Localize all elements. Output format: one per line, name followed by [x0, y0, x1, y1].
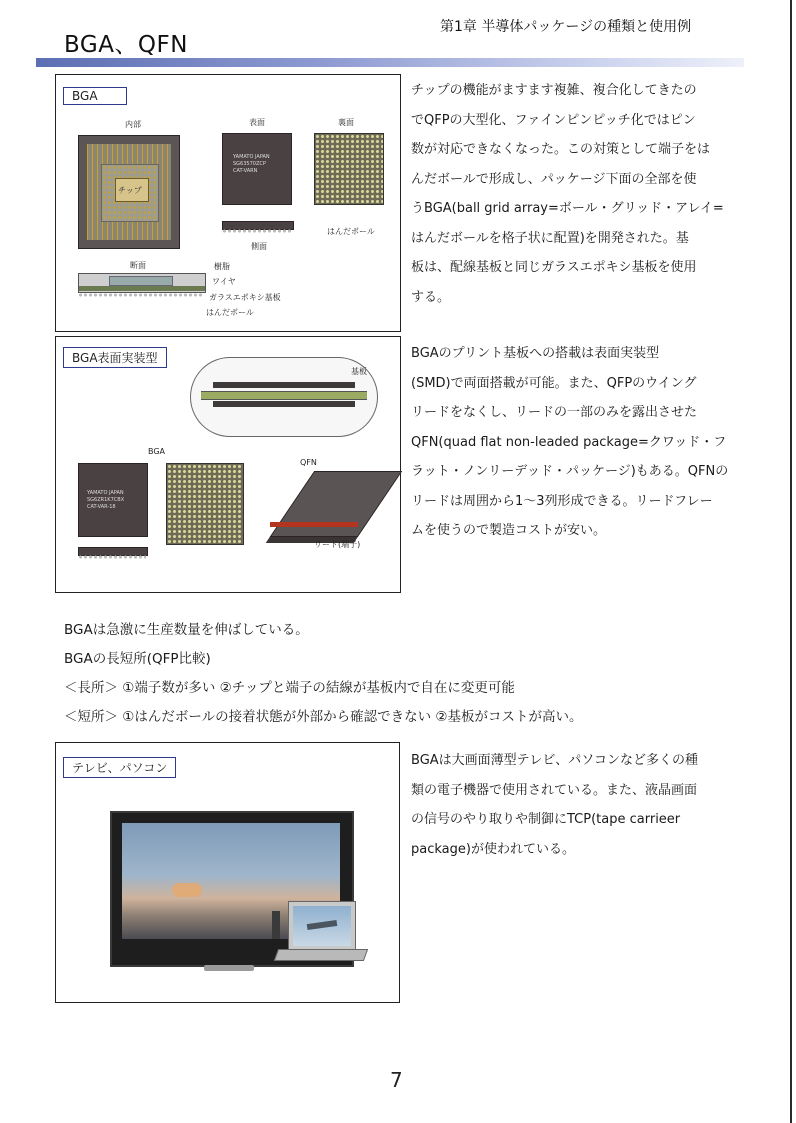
caption-chip: チップ — [118, 186, 142, 195]
text-line: ラット・ノンリーデッド・パッケージ)もある。QFNの — [411, 464, 729, 479]
tv-figure-panel — [55, 742, 400, 1003]
caption-resin: 樹脂 — [214, 262, 230, 271]
bga-figure-panel — [55, 74, 401, 332]
caption-qfn: QFN — [300, 458, 317, 467]
bga-label: BGA — [63, 87, 127, 105]
qfn-package — [270, 471, 403, 537]
cross-section-balls — [78, 293, 204, 297]
board-mount-view — [190, 357, 378, 437]
text-line: 類の電子機器で使用されている。また、液晶画面 — [411, 782, 698, 798]
marking-line: CAT-VARN — [233, 168, 258, 174]
chapter-title: 第1章 半導体パッケージの種類と使用例 — [440, 19, 692, 35]
text-line: BGAは大画面薄型テレビ、パソコンなど多くの種 — [411, 753, 699, 768]
marking-line: YAMATO JAPAN — [233, 154, 270, 160]
laptop — [288, 901, 356, 951]
text-line: 数が対応できなくなった。この対策として端子をは — [411, 142, 711, 157]
text-line: 板は、配線基板と同じガラスエポキシ基板を使用 — [411, 260, 697, 275]
tv-label: テレビ、パソコン — [63, 757, 176, 778]
caption-side: 側面 — [251, 242, 267, 251]
marking-line: YAMATO JAPAN — [87, 490, 124, 496]
text-line: リードをなくし、リードの一部のみを露出させた — [411, 405, 698, 420]
text-line: QFN(quad flat non-leaded package=クワッド・フ — [411, 434, 727, 450]
caption-substrate: ガラスエポキシ基板 — [209, 293, 281, 302]
body-line-cons: ＜短所＞ ①はんだボールの接着状態が外部から確認できない ②基板がコストが高い。 — [64, 709, 583, 725]
text-line: (SMD)で両面搭載が可能。また、QFPのウイング — [411, 375, 697, 391]
text-line: package)が使われている。 — [411, 841, 575, 857]
body-line-2: BGAの長短所(QFP比較) — [64, 651, 211, 667]
marking-line: SG6ZR1K7CBX — [87, 497, 125, 503]
header-bar — [36, 58, 744, 67]
caption-board: 基板 — [351, 367, 367, 376]
bga-side-balls — [222, 229, 292, 233]
caption-solder-ball: はんだボール — [206, 308, 254, 317]
text-line: する。 — [411, 289, 451, 305]
bga-inner-view — [78, 135, 180, 249]
text-line: んだボールで形成し、パッケージ下面の全部を使 — [411, 171, 697, 187]
bga-back-view — [314, 133, 384, 205]
smd-bga-side-balls — [78, 555, 146, 559]
text-line: チップの機能がますます複雑、複合化してきたの — [411, 83, 697, 98]
caption-front: 表面 — [249, 118, 265, 127]
bga-description — [411, 76, 741, 312]
laptop-screen — [293, 906, 351, 946]
body-line-1: BGAは急激に生産数量を伸ばしている。 — [64, 622, 309, 638]
text-line: BGAのプリント基板への搭載は表面実装型 — [411, 346, 660, 361]
smd-description — [411, 339, 741, 546]
caption-lead: リード(端子) — [314, 540, 361, 549]
page-title: BGA、QFN — [64, 32, 188, 58]
smd-bga-back — [166, 463, 244, 545]
chip — [115, 178, 149, 202]
caption-cross-section: 断面 — [130, 261, 146, 270]
body-line-pros: ＜長所＞ ①端子数が多い ②チップと端子の結線が基板内で自在に変更可能 — [64, 680, 515, 696]
text-line: リードは周囲から1～3列形成できる。リードフレー — [411, 493, 713, 509]
text-line: うBGA(ball grid array=ボール・グリッド・アレイ= — [411, 201, 724, 216]
smd-bga-front — [78, 463, 148, 537]
tv-description — [411, 746, 741, 864]
smd-figure-panel — [55, 336, 401, 593]
page-number: 7 — [390, 1068, 403, 1092]
bga-front-view — [222, 133, 292, 205]
caption-bga: BGA — [148, 447, 166, 456]
text-line: はんだボールを格子状に配置)を開発された。基 — [411, 230, 689, 246]
caption-back: 裏面 — [338, 118, 354, 127]
qfn-lead-strip — [270, 522, 358, 527]
caption-wire: ワイヤ — [212, 277, 236, 286]
text-line: でQFPの大型化、ファインピンピッチ化ではピン — [411, 112, 696, 128]
marking-line: CAT-VAR-18 — [87, 504, 116, 510]
caption-inner: 内部 — [125, 120, 141, 129]
page-edge-line — [790, 0, 792, 1123]
marking-line: SG63570ZCP — [233, 161, 266, 167]
smd-label: BGA表面実装型 — [63, 347, 167, 368]
text-line: ムを使うので製造コストが安い。 — [411, 523, 607, 538]
laptop-base — [274, 949, 368, 961]
text-line: の信号のやり取りや制御にTCP(tape carrieer — [411, 812, 681, 827]
tv-stand — [204, 965, 254, 971]
bga-cross-section — [78, 273, 206, 293]
caption-solder-ball-right: はんだボール — [327, 227, 375, 236]
